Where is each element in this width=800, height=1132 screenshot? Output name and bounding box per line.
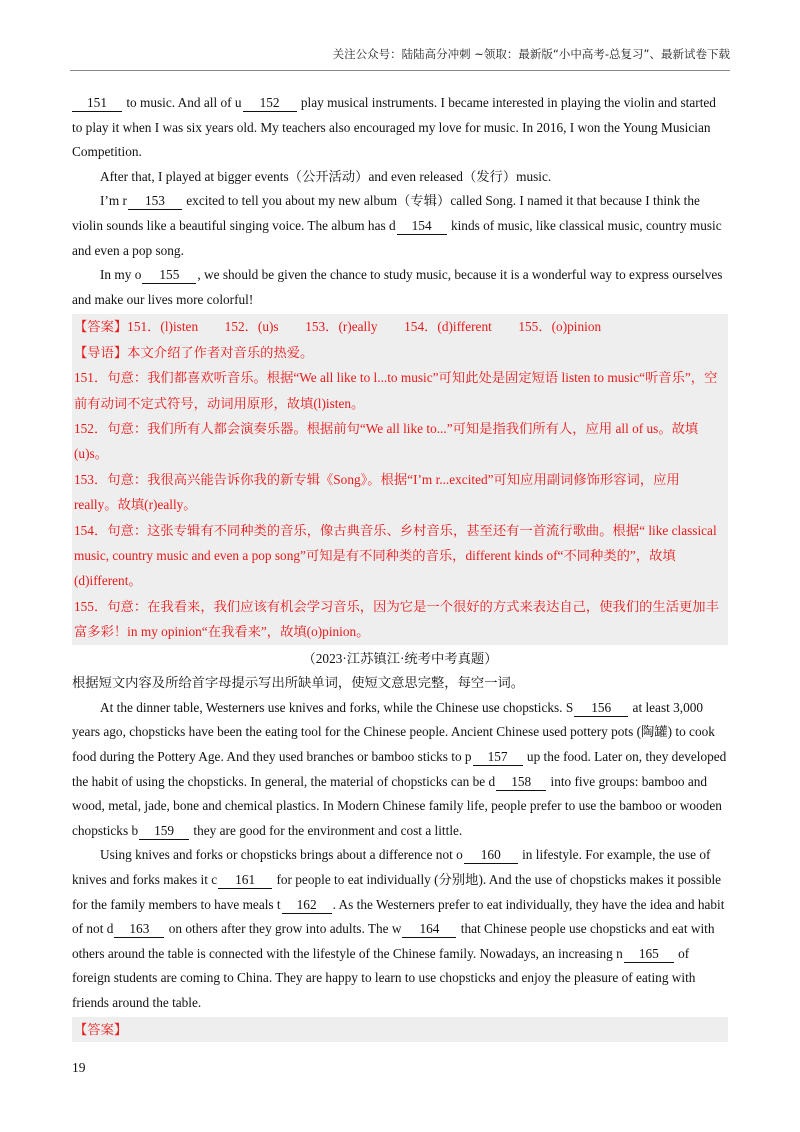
blank-151: 151 bbox=[72, 94, 122, 112]
blank-164: 164 bbox=[402, 920, 456, 938]
passage1-paragraph-2: After that, I played at bigger events（公开活动）and even released（发行）music. bbox=[100, 168, 552, 184]
blank-160: 160 bbox=[464, 846, 518, 864]
explanation-154: 154．句意：这张专辑有不同种类的音乐，像古典音乐、乡村音乐，甚至还有一首流行歌曲。根据“ like classical music, country music and even a pop song”可知是有不同种类的音乐，different kinds of“不同种类的”，故填(d)ifferent。 bbox=[72, 518, 728, 594]
blank-158: 158 bbox=[496, 773, 546, 791]
answer-label-2: 【答案】 bbox=[72, 1017, 728, 1042]
blank-163: 163 bbox=[114, 920, 164, 938]
guide-line: 【导语】本文介绍了作者对音乐的热爱。 bbox=[72, 340, 728, 365]
blank-162: 162 bbox=[282, 896, 332, 914]
blank-152: 152 bbox=[243, 94, 297, 112]
answer-block-1 bbox=[72, 314, 728, 644]
page-header: 关注公众号：陆陆高分冲刺 ~领取：最新版“小中高考-总复习”、最新试卷下载 bbox=[332, 47, 730, 61]
blank-157: 157 bbox=[473, 748, 523, 766]
blank-161: 161 bbox=[218, 871, 272, 889]
document-body bbox=[72, 91, 728, 1042]
source-line: （2023·江苏镇江·统考中考真题） bbox=[302, 650, 498, 666]
passage1-paragraph-4: In my o 155 , we should be given the chance to study music, because it is a wonderful way to express ourselves and make our lives more colorful! bbox=[72, 267, 723, 307]
passage1-paragraph-3: I’m r 153 excited to tell you about my new album（专辑）called Song. I named it that because I think the violin sounds like a beautiful singing voice. The album has d 154 kinds of music, like classical music, country music and even a pop song. bbox=[72, 193, 722, 258]
instruction-line: 根据短文内容及所给首字母提示写出所缺单词，使短文意思完整，每空一词。 bbox=[72, 675, 525, 691]
blank-156: 156 bbox=[574, 699, 628, 717]
passage2-paragraph-1: At the dinner table, Westerners use knives and forks, while the Chinese use chopsticks. S 156 at least 3,000 years ago, chopsticks have been the eating tool for the Chinese people. Ancient Chinese used pottery pots (陶罐) to cook food during the Pottery Age. And they used branches or bamboo sticks to p 157 up the food. Later on, they developed the habit of using the chopsticks. In general, the material of chopsticks can be d 158 into five groups: bamboo and wood, metal, jade, bone and chemical plastics. In Modern Chinese family life, people prefer to use the bamboo or wooden chopsticks b 159 they are good for the environment and cost a little. bbox=[72, 699, 727, 838]
explanation-155: 155．句意：在我看来，我们应该有机会学习音乐，因为它是一个很好的方式来表达自己，使我们的生活更加丰富多彩！in my opinion“在我看来”，故填(o)pinion。 bbox=[72, 594, 728, 645]
explanation-152: 152．句意：我们所有人都会演奏乐器。根据前句“We all like to...”可知是指我们所有人，应用 all of us。故填(u)s。 bbox=[72, 416, 728, 467]
answer-line: 【答案】151．(l)isten 152．(u)s 153．(r)eally 154．(d)ifferent 155．(o)pinion bbox=[72, 314, 728, 339]
blank-155: 155 bbox=[142, 266, 196, 284]
blank-159: 159 bbox=[139, 822, 189, 840]
header-divider bbox=[70, 70, 730, 71]
passage1-paragraph-1: 151 to music. And all of u 152 play musical instruments. I became interested in playing the violin and started to play it when I was six years old. My teachers also encouraged my love for music. In 2016, I won the Young Musician Competition. bbox=[72, 95, 716, 160]
explanation-151: 151．句意：我们都喜欢听音乐。根据“We all like to l...to music”可知此处是固定短语 listen to music“听音乐”，空前有动词不定式符号，动词用原形，故填(l)isten。 bbox=[72, 365, 728, 416]
blank-165: 165 bbox=[624, 945, 674, 963]
explanation-153: 153．句意：我很高兴能告诉你我的新专辑《Song》。根据“I’m r...excited”可知应用副词修饰形容词，应用 really。故填(r)eally。 bbox=[72, 467, 728, 518]
passage2-paragraph-2: Using knives and forks or chopsticks brings about a difference not o 160 in lifestyle. For example, the use of knives and forks makes it c 161 for people to eat individually (分别地). And the use of chopsticks makes it possible for the family members to have meals t 162 . As the Westerners prefer to eat individually, they have the idea and habit of not d 163 on others after they grow into adults. The w 164 that Chinese people use chopsticks and eat with others around the table is connected with the lifestyle of the Chinese family. Nowadays, an increasing n 165 of foreign students are coming to China. They are happy to learn to use chopsticks and enjoy the pleasure of eating with friends around the table. bbox=[72, 847, 725, 1010]
page-number: 19 bbox=[72, 1060, 86, 1075]
blank-154: 154 bbox=[397, 217, 447, 235]
blank-153: 153 bbox=[128, 192, 182, 210]
